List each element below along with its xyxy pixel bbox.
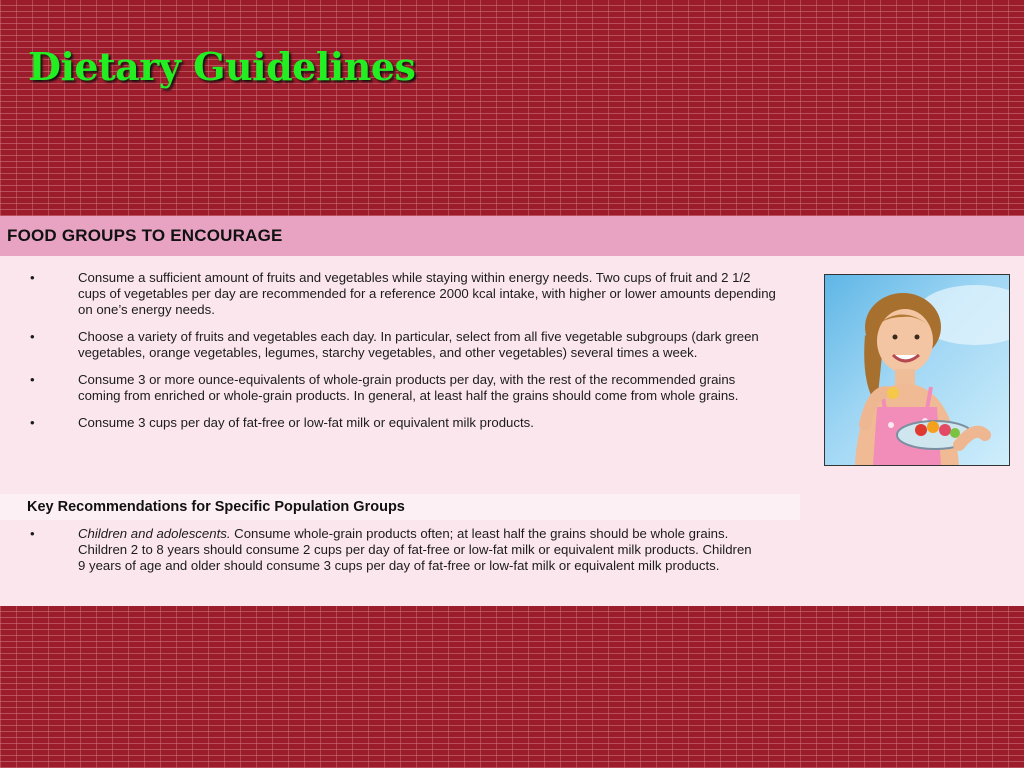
list-item-text: Choose a variety of fruits and vegetables each day. In particular, select from all five vegetable subgroups (dark green vegetables, orange vegetables, legumes, starchy vegetables, and other vegetables) several times a week.: [78, 329, 759, 360]
panel-header: FOOD GROUPS TO ENCOURAGE: [0, 216, 1024, 256]
bullet-icon: •: [30, 415, 35, 430]
guidelines-panel: [0, 216, 1024, 606]
list-item: [0, 372, 780, 404]
list-item: [0, 329, 780, 361]
list-item-text: Consume 3 or more ounce-equivalents of whole-grain products per day, with the rest of the recommended grains coming from enriched or whole-grain products. In general, at least half the grains should come from whole grains.: [78, 372, 739, 403]
child-eating-fruit-icon: [825, 275, 1009, 465]
child-eating-fruit-photo: [824, 274, 1010, 466]
list-item: [0, 526, 760, 574]
key-recommendations-header: Key Recommendations for Specific Population Groups: [0, 494, 800, 520]
population-group-label: Children and adolescents.: [78, 526, 231, 541]
bullet-icon: •: [30, 329, 35, 344]
bullet-icon: •: [30, 372, 35, 387]
slide-title: Dietary Guidelines: [28, 44, 416, 89]
list-item: [0, 415, 780, 431]
bullet-icon: •: [30, 526, 35, 541]
bullet-icon: •: [30, 270, 35, 285]
guideline-list: [0, 270, 780, 442]
list-item-text: Consume a sufficient amount of fruits and vegetables while staying within energy needs. Two cups of fruit and 2 1/2 cups of vegetables per day are recommended for a reference 2000 kcal intake, with higher or lower amounts depending on one’s energy needs.: [78, 270, 776, 317]
list-item-text: Consume 3 cups per day of fat-free or low-fat milk or equivalent milk products.: [78, 415, 534, 430]
list-item-text: Consume whole-grain products often; at least half the grains should be whole grains. Children 2 to 8 years should consume 2 cups per day of fat-free or low-fat milk or equivalent milk products. Children 9 years of age and older should consume 3 cups per day of fat-free or low-fat milk or equivalent milk products.: [78, 526, 752, 573]
list-item: [0, 270, 780, 318]
